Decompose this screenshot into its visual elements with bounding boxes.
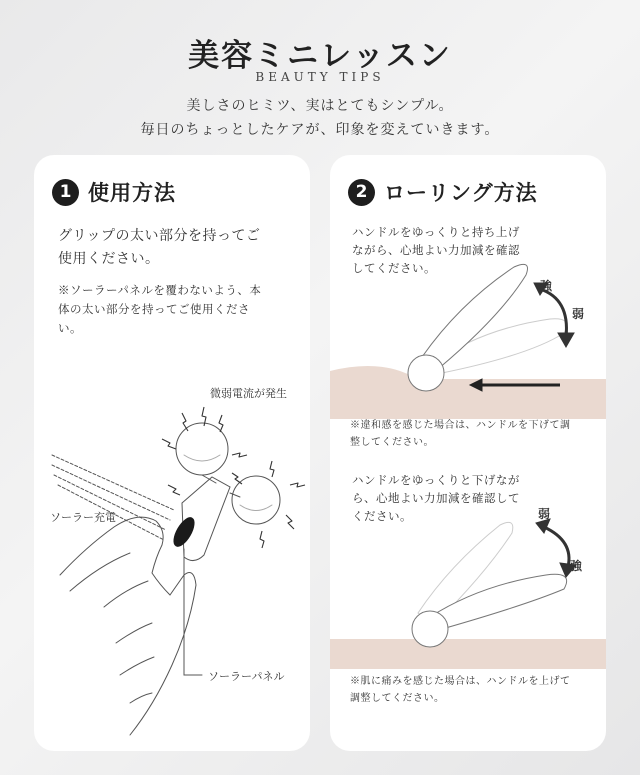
usage-heading-text: 使用方法 <box>88 180 176 205</box>
usage-card <box>34 155 310 751</box>
strength-label-strong: 強 <box>540 279 553 293</box>
rolling-heading-text: ローリング方法 <box>384 180 538 205</box>
strength-label-weak: 弱 <box>572 307 585 321</box>
step-number-badge: 2 <box>348 179 375 206</box>
intro-line-1: 美しさのヒミツ、実はとてもシンプル。 <box>186 98 454 114</box>
rolling-card <box>330 155 606 751</box>
rolling-note-discomfort: ※違和感を感じた場合は、ハンドルを下げて調 整してください。 <box>350 420 571 448</box>
rolling-raise-illustration <box>330 253 606 383</box>
strength-label-strong: 強 <box>570 559 583 573</box>
device-hand-illustration <box>34 155 310 751</box>
rolling-heading <box>348 177 538 207</box>
strength-label-weak: 弱 <box>538 507 551 521</box>
page-title: 美容ミニレッスン <box>188 38 452 74</box>
step-number-badge: 1 <box>52 179 79 206</box>
usage-note: ※ソーラーパネルを覆わないよう、本 体の太い部分を持ってご使用くださ い。 <box>58 283 262 335</box>
rolling-instruction-raise: ハンドルをゆっくりと持ち上げ ながら、心地よい力加減を確認 してください。 <box>352 225 520 275</box>
intro-line-2: 毎日のちょっとしたケアが、印象を変えていきます。 <box>140 122 500 138</box>
usage-instruction: グリップの太い部分を持ってご 使用ください。 <box>58 228 261 267</box>
rolling-note-pain: ※肌に痛みを感じた場合は、ハンドルを上げて 調整してください。 <box>350 676 571 704</box>
rolling-instruction-lower: ハンドルをゆっくりと下げなが ら、心地よい力加減を確認して ください。 <box>352 473 520 523</box>
solar-charge-label: ソーラー充電 <box>50 511 116 524</box>
solar-panel-label: ソーラーパネル <box>208 670 285 683</box>
rolling-lower-illustration <box>330 505 606 655</box>
page-subtitle: BEAUTY TIPS <box>255 70 385 84</box>
micro-current-label: 微弱電流が発生 <box>210 387 287 400</box>
